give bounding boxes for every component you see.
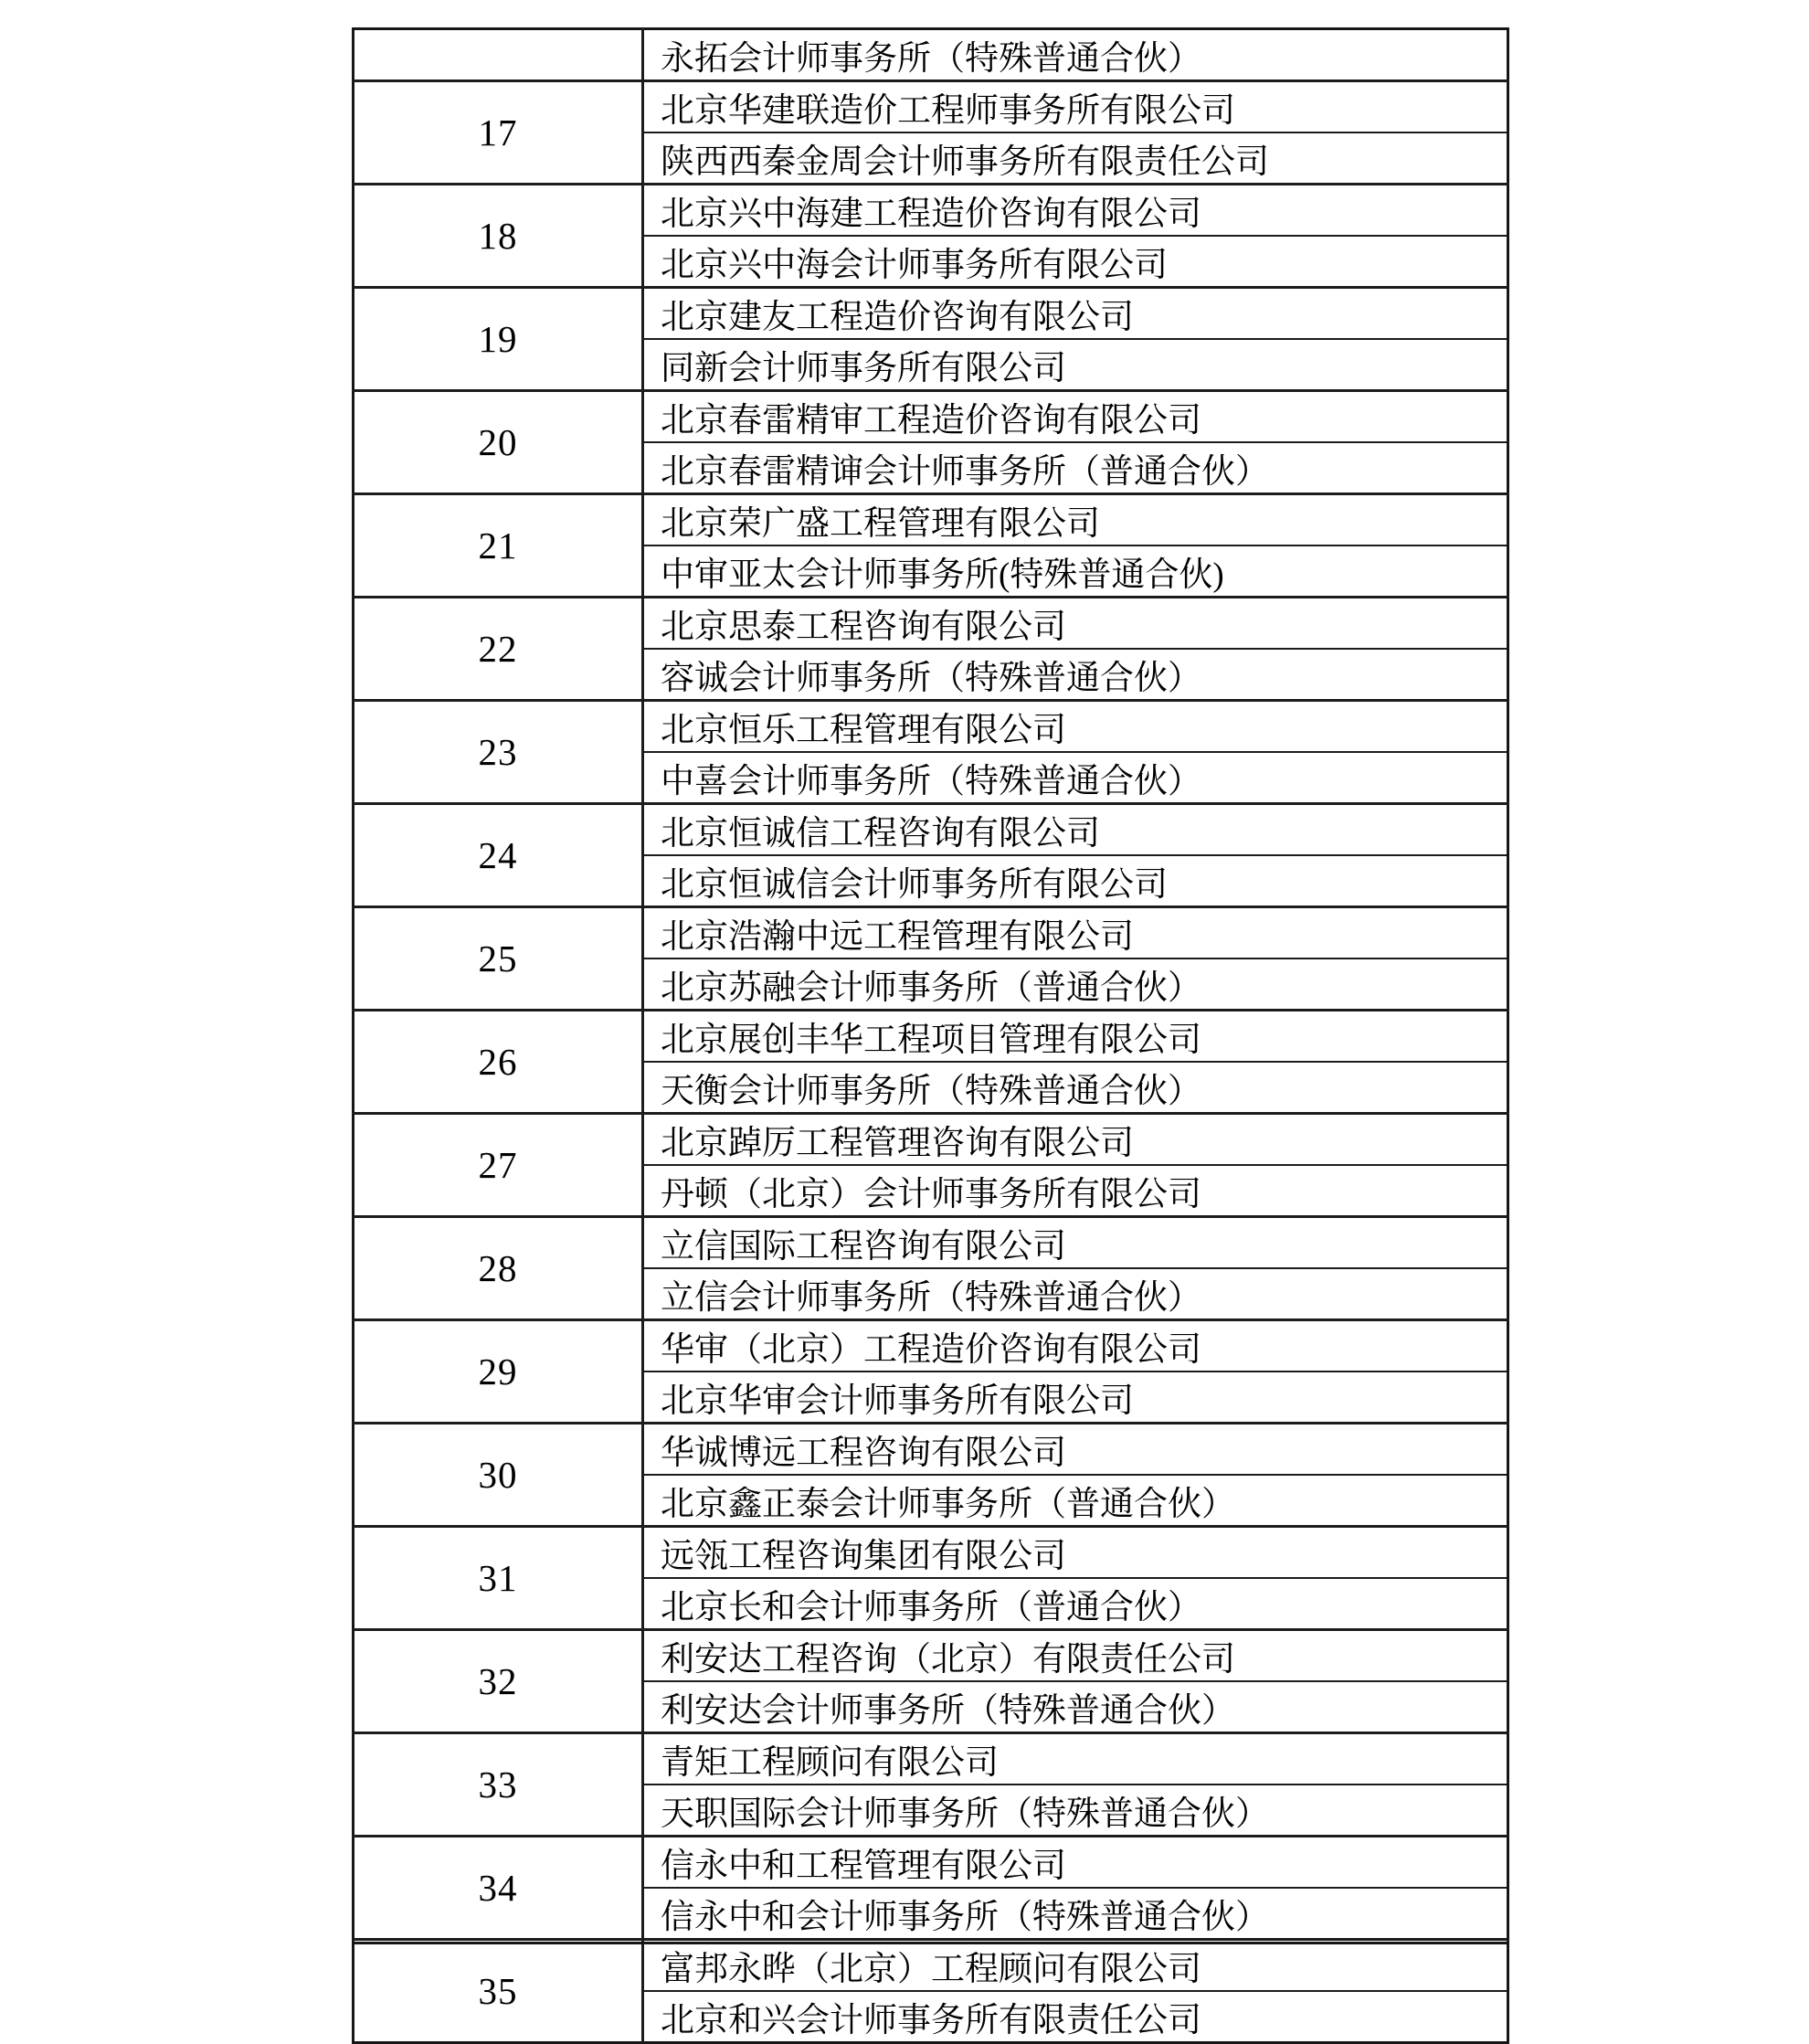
company-name-cell: 北京苏融会计师事务所（普通合伙）: [643, 958, 1508, 1011]
company-name-cell: 容诚会计师事务所（特殊普通合伙）: [643, 649, 1508, 701]
company-name-cell: 北京和兴会计师事务所有限责任公司: [643, 1991, 1508, 2043]
company-name-cell: 北京踔厉工程管理咨询有限公司: [643, 1114, 1508, 1166]
company-name-cell: 中喜会计师事务所（特殊普通合伙）: [643, 752, 1508, 804]
table-row: [354, 907, 1508, 959]
row-number-cell: 30: [354, 1424, 643, 1527]
company-name-cell: 北京华建联造价工程师事务所有限公司: [643, 81, 1508, 133]
row-number-cell: 32: [354, 1630, 643, 1733]
company-name-cell: 富邦永晔（北京）工程顾问有限公司: [643, 1940, 1508, 1992]
company-name-cell: 立信会计师事务所（特殊普通合伙）: [643, 1268, 1508, 1320]
row-number-cell: 19: [354, 288, 643, 391]
table-row: [354, 598, 1508, 650]
row-number-cell: 34: [354, 1837, 643, 1940]
row-number-cell: 27: [354, 1114, 643, 1217]
table-row: [354, 185, 1508, 237]
company-name-cell: 北京恒乐工程管理有限公司: [643, 701, 1508, 753]
table-row: [354, 288, 1508, 340]
row-number-cell: 25: [354, 907, 643, 1011]
table-row: [354, 1527, 1508, 1579]
company-name-cell: 华审（北京）工程造价咨询有限公司: [643, 1320, 1508, 1372]
company-name-cell: 丹顿（北京）会计师事务所有限公司: [643, 1165, 1508, 1217]
table-row: [354, 1733, 1508, 1785]
table-row: [354, 1630, 1508, 1682]
row-number-cell: 29: [354, 1320, 643, 1424]
company-name-cell: 信永中和会计师事务所（特殊普通合伙）: [643, 1888, 1508, 1940]
table-row: [354, 391, 1508, 443]
table-row: [354, 1320, 1508, 1372]
company-name-cell: 立信国际工程咨询有限公司: [643, 1217, 1508, 1269]
company-name-cell: 北京春雷精审工程造价咨询有限公司: [643, 391, 1508, 443]
company-name-cell: 天职国际会计师事务所（特殊普通合伙）: [643, 1785, 1508, 1837]
company-name-cell: 北京兴中海建工程造价咨询有限公司: [643, 185, 1508, 237]
company-name-cell: 北京兴中海会计师事务所有限公司: [643, 236, 1508, 288]
company-name-cell: 青矩工程顾问有限公司: [643, 1733, 1508, 1785]
row-number-cell: 23: [354, 701, 643, 804]
table-row: [354, 81, 1508, 133]
table-row: [354, 1837, 1508, 1889]
row-number-cell: 21: [354, 494, 643, 598]
row-number-cell: 22: [354, 598, 643, 701]
company-name-cell: 北京荣广盛工程管理有限公司: [643, 494, 1508, 546]
row-number-cell: 20: [354, 391, 643, 494]
company-name-cell: 北京建友工程造价咨询有限公司: [643, 288, 1508, 340]
company-name-cell: 陕西西秦金周会计师事务所有限责任公司: [643, 132, 1508, 185]
company-name-cell: 北京恒诚信会计师事务所有限公司: [643, 855, 1508, 907]
company-name-cell: 信永中和工程管理有限公司: [643, 1837, 1508, 1889]
table-row: [354, 804, 1508, 856]
table-row: [354, 494, 1508, 546]
company-name-cell: 北京恒诚信工程咨询有限公司: [643, 804, 1508, 856]
table-row: [354, 1424, 1508, 1476]
company-name-cell: 远瓴工程咨询集团有限公司: [643, 1527, 1508, 1579]
company-name-cell: 北京浩瀚中远工程管理有限公司: [643, 907, 1508, 959]
table-body: [354, 29, 1508, 2043]
company-name-cell: 北京鑫正泰会计师事务所（普通合伙）: [643, 1475, 1508, 1527]
company-name-cell: 永拓会计师事务所（特殊普通合伙）: [643, 29, 1508, 81]
row-number-cell: 18: [354, 185, 643, 288]
company-name-cell: 中审亚太会计师事务所(特殊普通合伙): [643, 545, 1508, 598]
company-name-cell: 北京华审会计师事务所有限公司: [643, 1371, 1508, 1424]
company-name-cell: 北京春雷精谉会计师事务所（普通合伙）: [643, 442, 1508, 494]
row-number-cell: 33: [354, 1733, 643, 1837]
row-number-cell: 31: [354, 1527, 643, 1630]
row-number-cell: 26: [354, 1011, 643, 1114]
row-number-cell: 17: [354, 81, 643, 185]
company-name-cell: 天衡会计师事务所（特殊普通合伙）: [643, 1062, 1508, 1114]
row-number-cell: 24: [354, 804, 643, 907]
company-name-cell: 华诚博远工程咨询有限公司: [643, 1424, 1508, 1476]
table-row: [354, 1114, 1508, 1166]
company-name-cell: 同新会计师事务所有限公司: [643, 339, 1508, 391]
row-number-cell: [354, 29, 643, 81]
company-name-cell: 北京长和会计师事务所（普通合伙）: [643, 1578, 1508, 1630]
page-cut-border: [352, 1942, 1507, 1944]
table-row: [354, 1940, 1508, 1992]
row-number-cell: 35: [354, 1940, 643, 2043]
company-name-cell: 利安达工程咨询（北京）有限责任公司: [643, 1630, 1508, 1682]
company-name-cell: 北京思泰工程咨询有限公司: [643, 598, 1508, 650]
table-row: [354, 1217, 1508, 1269]
firm-pairing-table: [352, 27, 1509, 2044]
table-row-carryover: [354, 29, 1508, 81]
company-name-cell: 北京展创丰华工程项目管理有限公司: [643, 1011, 1508, 1063]
company-name-cell: 利安达会计师事务所（特殊普通合伙）: [643, 1681, 1508, 1733]
table-row: [354, 1011, 1508, 1063]
table-row: [354, 701, 1508, 753]
row-number-cell: 28: [354, 1217, 643, 1320]
